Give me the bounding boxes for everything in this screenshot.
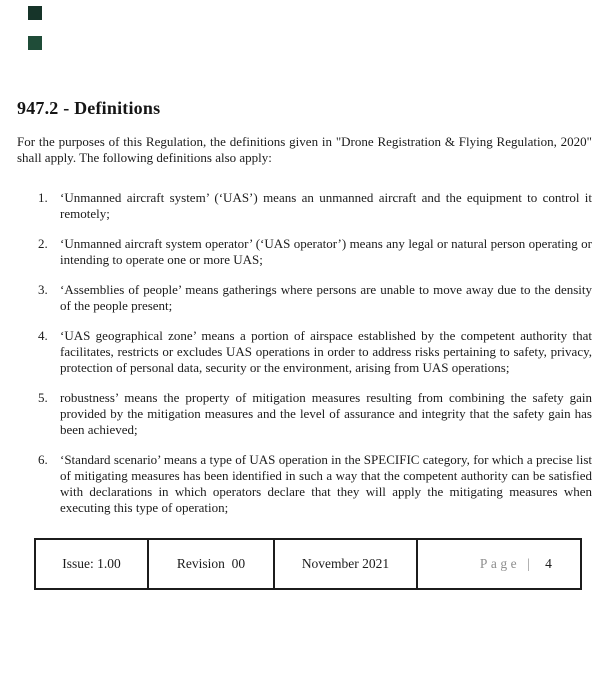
- definition-item: [17, 452, 592, 516]
- item-number: 1.: [38, 190, 48, 205]
- definitions-list: [17, 190, 592, 516]
- item-text: ‘UAS geographical zone’ means a portion of airspace established by the competent authority that facilitates, restricts or excludes UAS operations in order to address risks pertaining to safety, privacy, protection of personal data, security or the environment, arising from UAS operations;: [60, 328, 592, 375]
- green-square-marker-top: [28, 6, 42, 20]
- page-number: 4: [545, 556, 552, 571]
- item-number: 4.: [38, 328, 48, 343]
- section-heading: 947.2 - Definitions: [17, 98, 161, 118]
- item-text: ‘Unmanned aircraft system’ (‘UAS’) means an unmanned aircraft and the equipment to control it remotely;: [60, 190, 592, 221]
- item-number: 2.: [38, 236, 48, 251]
- footer-row: [35, 539, 581, 589]
- item-text: ‘Assemblies of people’ means gatherings where persons are unable to move away due to the density of the people present;: [60, 282, 592, 313]
- date-cell: November 2021: [274, 539, 417, 589]
- definition-item: [17, 282, 592, 314]
- definition-item: [17, 236, 592, 268]
- item-number: 5.: [38, 390, 48, 405]
- item-text: robustness’ means the property of mitigation measures resulting from combining the safety gain provided by the mitigation measures and the level of assurance and integrity that the safety gain has been achieved;: [60, 390, 592, 437]
- item-text: ‘Unmanned aircraft system operator’ (‘UAS operator’) means any legal or natural person operating or intending to operate one or more UAS;: [60, 236, 592, 267]
- footer-table: [34, 538, 582, 590]
- revision-cell: Revision 00: [148, 539, 274, 589]
- green-square-marker-bottom: [28, 36, 42, 50]
- item-number: 6.: [38, 452, 48, 467]
- item-text: ‘Standard scenario’ means a type of UAS operation in the SPECIFIC category, for which a precise list of mitigating measures has been identified in such a way that the competent authority can be satisfied with declarations in which operators declare that they will apply the mitigating measures when executing this type of operation;: [60, 452, 592, 515]
- issue-cell: Issue: 1.00: [35, 539, 148, 589]
- definition-item: [17, 328, 592, 376]
- page-label: Page |: [479, 556, 534, 571]
- page-cell: [417, 539, 581, 589]
- intro-paragraph: For the purposes of this Regulation, the definitions given in "Drone Registration & Flying Regulation, 2020" shall apply. The following definitions also apply:: [17, 134, 592, 165]
- item-number: 3.: [38, 282, 48, 297]
- definition-item: [17, 190, 592, 222]
- definition-item: [17, 390, 592, 438]
